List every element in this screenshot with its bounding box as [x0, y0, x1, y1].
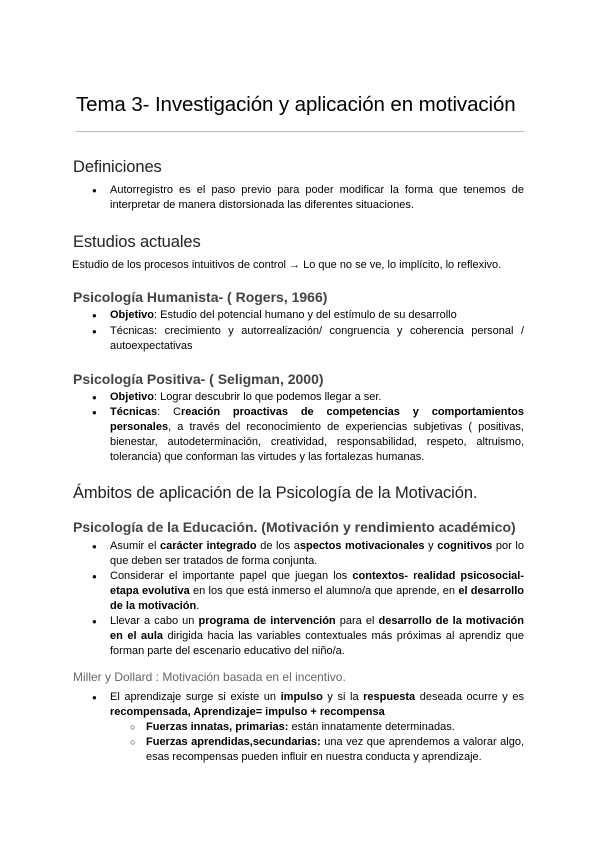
list-item: [76, 690, 524, 720]
definiciones-list: [76, 183, 524, 213]
text: y si la: [322, 691, 364, 703]
text: para el: [335, 615, 379, 627]
bold-text: programa de intervención: [198, 615, 336, 627]
bold-text: desarrollo de la motivación en el aula: [110, 615, 524, 642]
educacion-list: [76, 539, 524, 659]
text: están innatamente determinadas.: [288, 721, 455, 733]
heading-positiva: Psicología Positiva- ( Seligman, 2000): [73, 371, 324, 387]
text: deseada ocurre y es: [415, 691, 524, 703]
text: Considerar el importante papel que juegan los: [110, 570, 353, 582]
bold-text: carácter integrado: [160, 540, 257, 552]
bold-text: el desarrollo de la motivación: [110, 585, 524, 612]
list-item: ● Técnicas: crecimiento y autorrealización/ congruencia y coherencia personal / autoexpectativas: [76, 324, 524, 354]
bold-text: spectos motivacionales: [299, 540, 425, 552]
positiva-list: [76, 390, 524, 465]
heading-humanista: Psicología Humanista- ( Rogers, 1966): [73, 289, 328, 305]
text: y: [424, 540, 438, 552]
text: una vez que aprendemos a valorar algo, esas recompensas pueden influir en nuestra conducta y aprendizaje.: [146, 736, 525, 763]
sub-list-item: [76, 720, 524, 735]
bold-text: cognitivos: [437, 540, 493, 552]
bold-label: Técnicas: [110, 406, 158, 418]
text: de los a: [256, 540, 300, 552]
text: por lo que deben ser tratados de forma conjunta.: [110, 540, 524, 567]
list-item: [76, 569, 524, 614]
list-item: [76, 390, 524, 405]
page-title: Tema 3- Investigación y aplicación en motivación: [76, 93, 516, 116]
section-heading-estudios: Estudios actuales: [73, 233, 201, 251]
miller-list: [76, 690, 524, 765]
text: Asumir el: [110, 540, 161, 552]
title-divider: [76, 131, 524, 132]
bold-text: impulso: [280, 691, 323, 703]
list-item: ● Autorregistro es el paso previo para poder modificar la forma que tenemos de interpretar de manera distorsionada las diferentes situaciones.: [76, 183, 524, 213]
bold-text: Fuerzas innatas, primarias:: [146, 721, 289, 733]
bold-text: respuesta: [363, 691, 416, 703]
bold-label: Objetivo: [110, 309, 155, 321]
text: dirigida hacia las variables contextuales más próximas al aprendiz que forman parte del escenario educativo del niño/a.: [110, 630, 524, 657]
list-item: [76, 405, 524, 465]
list-item: [76, 539, 524, 569]
text: Llevar a cabo un: [110, 615, 199, 627]
section-heading-ambitos: Ámbitos de aplicación de la Psicología de la Motivación.: [73, 484, 478, 502]
bold-text: reación proactivas de competencias y comportamientos personales: [110, 406, 524, 433]
humanista-list: [76, 308, 524, 354]
bold-label: Objetivo: [110, 391, 155, 403]
sub-list-item: [76, 735, 524, 765]
heading-educacion: Psicología de la Educación. (Motivación y rendimiento académico): [73, 519, 516, 535]
heading-miller: Miller y Dollard : Motivación basada en el incentivo.: [73, 670, 346, 684]
bold-text: recompensada, Aprendizaje= impulso + recompensa: [110, 706, 385, 718]
estudios-text: Estudio de los procesos intuitivos de control → Lo que no se ve, lo implícito, lo reflexivo.: [72, 259, 502, 271]
list-item: [76, 308, 524, 323]
text: en los que está inmerso el alumno/a que aprende, en: [189, 585, 459, 597]
text: : C: [157, 406, 181, 418]
bold-text: contextos- realidad psicosocial-etapa evolutiva: [110, 570, 524, 597]
text: .: [196, 600, 200, 612]
bold-text: Fuerzas aprendidas,secundarias:: [146, 736, 321, 748]
text: , a través del reconocimiento de experiencias subjetivas ( positivas, bienestar, autodeterminación, creatividad, responsabilidad, respeto, altruismo, tolerancia) que conforman las virtudes y las fortalezas humanas.: [110, 421, 524, 463]
text: El aprendizaje surge si existe un: [110, 691, 281, 703]
text: : Lograr descubrir lo que podemos llegar a ser.: [154, 391, 382, 403]
text: : Estudio del potencial humano y del estímulo de su desarrollo: [154, 309, 457, 321]
section-heading-definiciones: Definiciones: [73, 158, 162, 176]
list-item: [76, 614, 524, 659]
